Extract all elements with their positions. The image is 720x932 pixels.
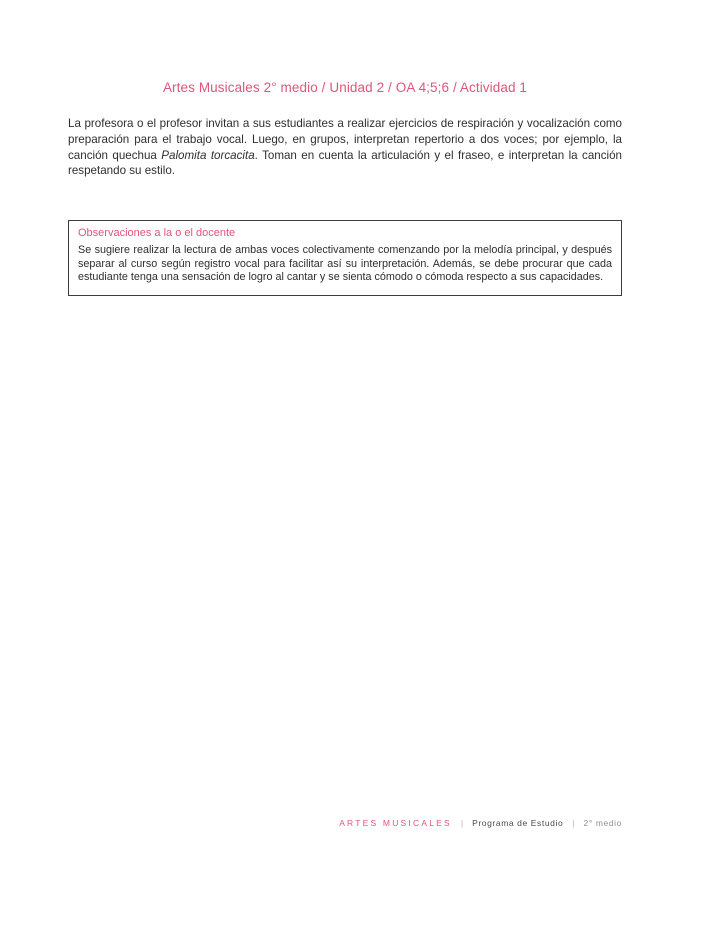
footer-separator: |: [572, 818, 575, 828]
teacher-observations-box: [68, 220, 622, 296]
footer-separator: |: [460, 818, 464, 828]
observations-body: Se sugiere realizar la lectura de ambas voces colectivamente comenzando por la melodía principal, y después separar al curso según registro vocal para facilitar así su interpretación. Además, se debe procurar que cada estudiante tenga una sensación de logro al cantar y se sienta cómodo o cómoda respecto a sus capacidades.: [78, 244, 612, 283]
footer-brand: ARTES MUSICALES: [339, 818, 452, 828]
song-title: Palomita torcacita: [161, 148, 255, 162]
observations-heading: Observaciones a la o el docente: [78, 227, 236, 240]
footer-document-name: Programa de Estudio: [472, 818, 564, 828]
activity-description-text-before: La profesora o el profesor invitan a sus estudiantes a realizar ejercicios de respiración y vocalización como preparación para el trabajo vocal. Luego, en grupos, interpretan repertorio a dos voces; por ejemplo, la canción quechua: [68, 117, 622, 162]
page-title: Artes Musicales 2° medio / Unidad 2 / OA 4;5;6 / Actividad 1: [162, 80, 528, 95]
activity-description: [68, 116, 622, 179]
page-footer: [339, 818, 622, 828]
page-content: [68, 0, 622, 296]
footer-grade: 2° medio: [583, 818, 622, 828]
activity-description-text-after: . Toman en cuenta la articulación y el fraseo, e interpretan la canción respetando su estilo.: [68, 148, 622, 178]
